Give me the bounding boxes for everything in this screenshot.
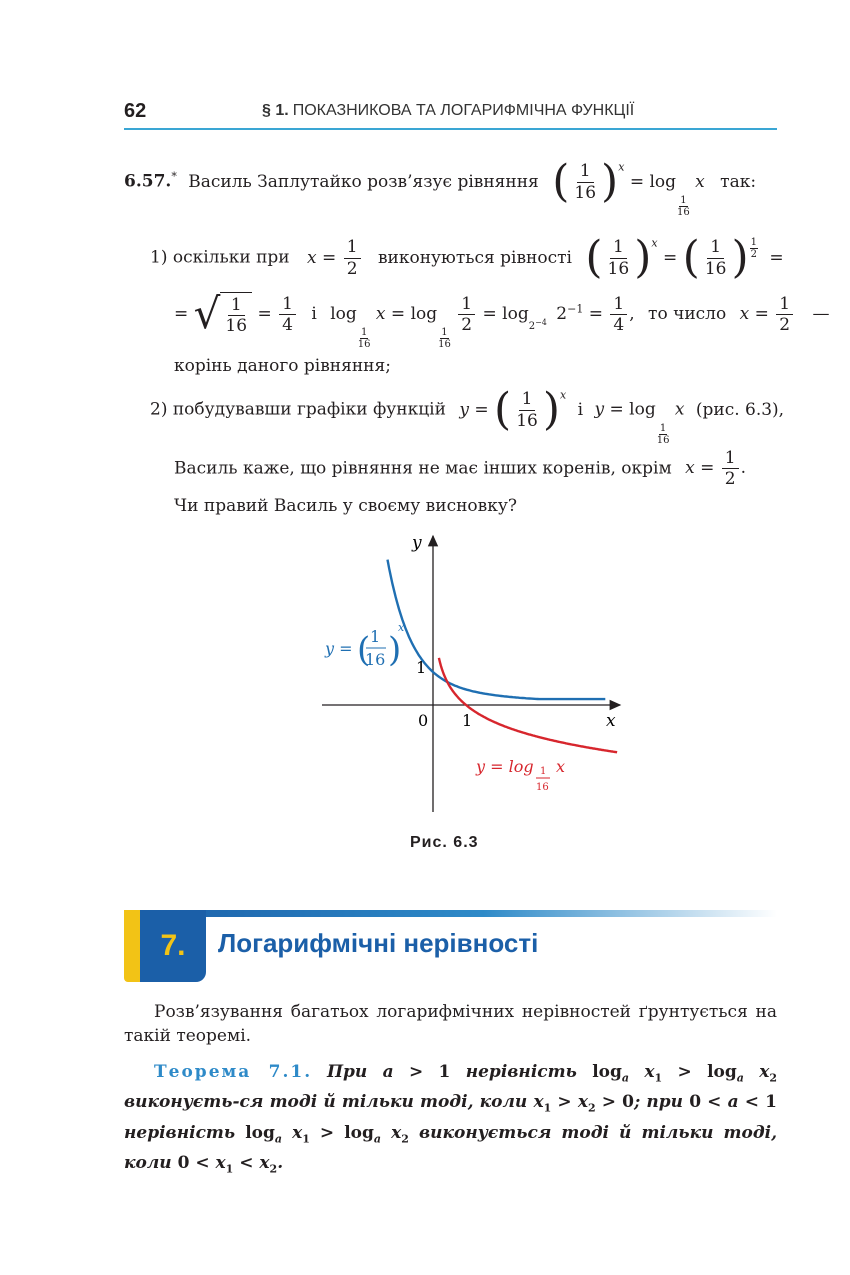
intro-paragraph: Розв’язування багатьох логарифмічних нерівностей ґрунтується на такій теоремі.	[124, 1002, 777, 1046]
step1-line1: 1) оскільки при x = $\frac{1}{2}$ виконуються рівності ( $\frac{1}{16}$ )$^x$ = ( $\frac{1}{16}$ ) $\frac{1}{2}$ =	[150, 232, 784, 283]
section-accent	[124, 910, 140, 982]
exp-curve-label	[324, 621, 405, 670]
step2-label: 2) побудувавши графіки функцій	[150, 399, 446, 420]
theorem-text: При a > 1 нерівність $\log_a x_1 > \log_a x_2$ виконуєть-ся тоді й тільки тоді, коли $x_1 > x_2 > 0$; при 0 < a < 1 нерівність $\log_a x_1 > \log_a x_2$ виконується тоді й тільки тоді, коли $0 < x_1 < x_2$.	[124, 1062, 778, 1176]
problem-intro-end: так:	[720, 171, 757, 192]
step2-and: і	[577, 399, 584, 420]
step2-claim-line: Василь каже, що рівняння не має інших коренів, окрім x = $\frac{1}{2}$ .	[174, 448, 747, 490]
problem-number: 6.57.	[124, 171, 172, 192]
svg-text:y =: y =	[325, 639, 353, 658]
x-axis-label: x	[606, 711, 616, 731]
theorem-heading: Теорема 7.1.	[154, 1062, 313, 1082]
step1-label: 1) оскільки при	[150, 247, 290, 268]
x-tick-1: 1	[462, 711, 473, 730]
step2-fig-ref: (рис. 6.3),	[695, 399, 785, 420]
figure-caption: Рис. 6.3	[410, 834, 479, 851]
section-mark: § 1.	[262, 102, 289, 119]
svg-text:16: 16	[536, 782, 549, 793]
step1-dash: —	[812, 303, 830, 324]
theorem-paragraph	[124, 1060, 777, 1182]
svg-text:(: (	[357, 630, 371, 670]
equation-main: ( $\frac{1}{16}$ )$^x$ = log $\frac{1}{16}$ x	[552, 156, 705, 218]
section-number: 7.	[140, 910, 206, 982]
figure-graph	[300, 530, 640, 820]
step2-line1: 2) побудувавши графіки функцій y = ( $\frac{1}{16}$ )$^x$ і y = log $\frac{1}{16}$ x (рис. 6.3),	[150, 384, 785, 446]
step1-line2: = √ $\frac{1}{16}$ = $\frac{1}{4}$ і log $\frac{1}{16}$ x = log $\frac{1}{16}$ $\frac{1}{2}$ = $\log_{2^{-4}} 2^{-1}$ = $\frac{1}{4}$ , то число x = $\frac{1}{2}$ —	[174, 289, 830, 350]
step2-claim: Василь каже, що рівняння не має інших коренів, окрім	[174, 458, 672, 479]
header-rule	[124, 128, 777, 130]
step1-then: то число	[648, 303, 727, 324]
svg-text:x: x	[398, 621, 405, 634]
problem-line	[124, 156, 757, 218]
y-tick-1: 1	[416, 658, 427, 677]
svg-text:x: x	[556, 757, 566, 776]
svg-text:y = log: y = log	[476, 757, 534, 776]
exponential-curve	[388, 560, 606, 700]
y-axis-label: y	[412, 533, 422, 553]
step1-and: і	[311, 303, 317, 324]
svg-text:1: 1	[370, 627, 381, 646]
section-bar	[124, 910, 777, 917]
question: Чи правий Василь у своєму висновку?	[174, 496, 517, 516]
svg-text:1: 1	[540, 766, 547, 777]
running-header	[262, 102, 634, 120]
step1-mid: виконуються рівності	[377, 247, 572, 268]
origin-label: 0	[418, 711, 429, 730]
log-curve-label	[475, 757, 565, 793]
problem-star: *	[171, 169, 177, 183]
section-title: Логарифмічні нерівності	[218, 928, 539, 958]
page-number: 62	[124, 100, 147, 122]
step1-root: корінь даного рівняння;	[174, 356, 391, 376]
svg-text:16: 16	[365, 650, 386, 669]
problem-intro: Василь Заплутайко розв’язує рівняння	[188, 171, 539, 192]
svg-text:): )	[388, 630, 402, 670]
section-title-header: ПОКАЗНИКОВА ТА ЛОГАРИФМІЧНА ФУНКЦІЇ	[292, 102, 635, 119]
